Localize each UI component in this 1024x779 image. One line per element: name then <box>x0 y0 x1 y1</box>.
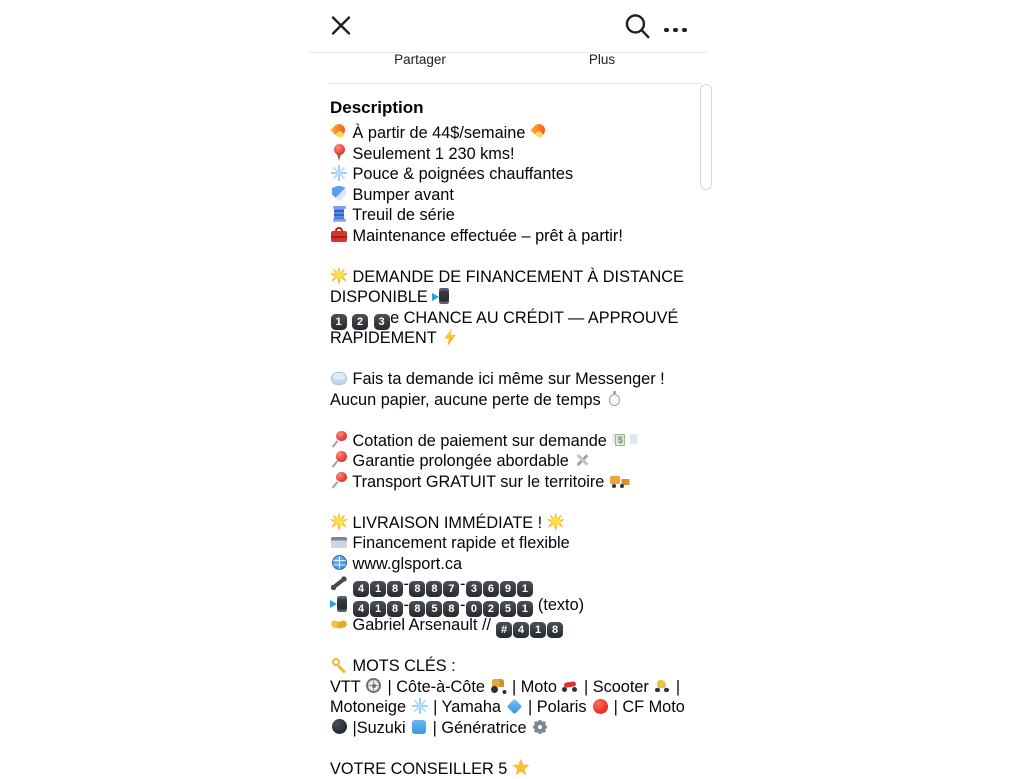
phone-arrow-icon <box>432 287 450 305</box>
keycap-8-icon: 8 <box>426 581 442 597</box>
description-line: Fais ta demande ici même sur Messenger ! <box>330 369 698 390</box>
keycap-2-icon: 2 <box>483 601 499 617</box>
snowflake-icon <box>411 697 429 715</box>
share-label: Partager <box>394 52 446 67</box>
keycap-8-icon: 8 <box>387 581 403 597</box>
description-line: Motoneige | Yamaha | Polaris | CF Moto <box>330 697 698 718</box>
description-line: RAPIDEMENT <box>330 328 698 349</box>
pushpin-icon <box>330 431 348 449</box>
description-line <box>330 738 698 759</box>
keycap-5-icon: 5 <box>426 601 442 617</box>
description-line: Garantie prolongée abordable <box>330 451 698 472</box>
collision-icon <box>330 267 348 285</box>
gear-icon <box>531 718 549 736</box>
keycap-8-icon: 8 <box>409 581 425 597</box>
keycap-1-icon: 1 <box>517 601 533 617</box>
collision-icon <box>330 513 348 531</box>
keycap-8-icon: 8 <box>443 601 459 617</box>
keycap-0-icon: 0 <box>466 601 482 617</box>
toolbox-icon <box>330 226 348 244</box>
thread-spool-icon <box>330 205 348 223</box>
keycap-4-icon: 4 <box>353 601 369 617</box>
pushpin-icon <box>330 451 348 469</box>
credit-card-icon <box>330 533 348 551</box>
keycap-3-icon: 3 <box>374 314 390 330</box>
truck-icon <box>609 472 627 490</box>
description-line: 1 2 3 e CHANCE AU CRÉDIT — APPROUVÉ <box>330 308 698 329</box>
black-circle-icon <box>330 718 348 736</box>
red-circle-icon <box>591 697 609 715</box>
keycap-1-icon: 1 <box>370 601 386 617</box>
description-title: Description <box>330 98 424 118</box>
description-line <box>330 410 698 431</box>
wheel-icon <box>365 677 383 695</box>
snowflake-icon <box>330 164 348 182</box>
keycap-1-icon: 1 <box>331 314 347 330</box>
share-button[interactable] <box>368 50 472 68</box>
description-line: Aucun papier, aucune perte de temps <box>330 390 698 411</box>
money-wings-icon <box>611 431 629 449</box>
plus-label: Plus <box>589 52 615 67</box>
more-options-button[interactable] <box>664 17 687 35</box>
keycap-9-icon: 9 <box>500 581 516 597</box>
description-line <box>330 636 698 657</box>
keycap-4-icon: 4 <box>513 622 529 638</box>
keycap-2-icon: 2 <box>352 314 368 330</box>
description-line <box>330 349 698 370</box>
tractor-icon <box>489 677 507 695</box>
handshake-icon <box>330 615 348 633</box>
description-line: Seulement 1 230 kms! <box>330 144 698 165</box>
fire-icon <box>530 123 548 141</box>
tools-icon <box>573 451 591 469</box>
description-line: Transport GRATUIT sur le territoire <box>330 472 698 493</box>
keycap-7-icon: 7 <box>443 581 459 597</box>
speech-balloon-icon <box>330 369 348 387</box>
description-line: VOTRE CONSEILLER 5 <box>330 759 698 779</box>
scooter-icon <box>653 677 671 695</box>
round-pushpin-icon <box>330 144 348 162</box>
search-button[interactable] <box>623 11 652 41</box>
description-line: Bumper avant <box>330 185 698 206</box>
phone-arrow-icon <box>330 595 348 613</box>
description-line: VTT | Côte-à-Côte | Moto | Scooter | <box>330 677 698 698</box>
fire-icon <box>330 123 348 141</box>
scrollbar-thumb[interactable] <box>700 84 712 190</box>
search-icon <box>623 11 652 41</box>
keycap-3-icon: 3 <box>466 581 482 597</box>
close-icon <box>329 13 353 38</box>
description-line: Maintenance effectuée – prêt à partir! <box>330 226 698 247</box>
keycap-4-icon: 4 <box>353 581 369 597</box>
keycap-1-icon: 1 <box>517 581 533 597</box>
keycap-6-icon: 6 <box>483 581 499 597</box>
keycap-8-icon: 8 <box>387 601 403 617</box>
content-column <box>308 0 707 768</box>
description-line: Pouce & poignées chauffantes <box>330 164 698 185</box>
globe-icon <box>330 554 348 572</box>
close-button[interactable] <box>329 13 353 38</box>
stopwatch-icon <box>605 390 623 408</box>
description-line: Gabriel Arsenault // # 4 1 8 <box>330 615 698 636</box>
description-line: 4 1 8 - 8 5 8 - 0 2 5 1 (texto) <box>330 595 698 616</box>
keycap-1-icon: 1 <box>530 622 546 638</box>
blue-square-icon <box>410 718 428 736</box>
receiver-icon <box>330 574 348 592</box>
description-line: Financement rapide et flexible <box>330 533 698 554</box>
description-line: À partir de 44$/semaine <box>330 123 698 144</box>
plus-button[interactable] <box>552 50 652 68</box>
zap-icon <box>441 328 459 346</box>
description-line: DEMANDE DE FINANCEMENT À DISTANCE <box>330 267 698 288</box>
keycap-1-icon: 1 <box>370 581 386 597</box>
ellipsis-icon <box>664 20 687 33</box>
keycap-8-icon: 8 <box>409 601 425 617</box>
description-line <box>330 246 698 267</box>
motorcycle-icon <box>561 677 579 695</box>
description-line: LIVRAISON IMMÉDIATE ! <box>330 513 698 534</box>
section-divider <box>328 83 702 84</box>
description-lines <box>330 123 698 779</box>
description-line: DISPONIBLE <box>330 287 698 308</box>
key-icon <box>330 656 348 674</box>
description-line: Treuil de série <box>330 205 698 226</box>
description-line: Cotation de paiement sur demande $ <box>330 431 698 452</box>
pushpin-icon <box>330 472 348 490</box>
description-line: |Suzuki | Génératrice <box>330 718 698 739</box>
keycap-8-icon: 8 <box>547 622 563 638</box>
description-line: www.glsport.ca <box>330 554 698 575</box>
keycap-5-icon: 5 <box>500 601 516 617</box>
blue-diamond-icon <box>506 697 524 715</box>
description-line <box>330 492 698 513</box>
description-line: MOTS CLÉS : <box>330 656 698 677</box>
collision-icon <box>547 513 565 531</box>
keycap-hash-icon: # <box>496 622 512 638</box>
description-line: 4 1 8 - 8 8 7 - 3 6 9 1 <box>330 574 698 595</box>
shield-icon <box>330 185 348 203</box>
